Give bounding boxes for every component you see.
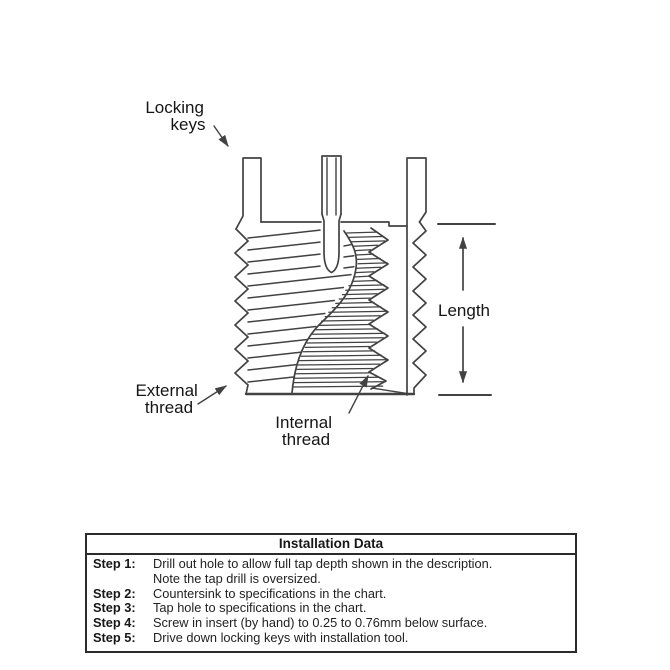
- table-title: Installation Data: [87, 535, 575, 555]
- step-label: Step 4:: [93, 615, 136, 631]
- locking-key-left: [236, 158, 261, 229]
- step-label: Step 5:: [93, 629, 136, 645]
- leader-locking-keys-arrow: [214, 126, 228, 146]
- step-label: Step 1:: [93, 556, 136, 571]
- locking-key-center: [322, 156, 341, 273]
- step-label: Step 2:: [93, 585, 136, 601]
- step-text: Drive down locking keys with installation tool.: [153, 629, 409, 645]
- step-text: Note the tap drill is oversized.: [153, 570, 321, 586]
- step-text: Countersink to specifications in the chart.: [153, 585, 387, 601]
- step-text: Screw in insert (by hand) to 0.25 to 0.76mm below surface.: [153, 615, 488, 631]
- internal-thread-profile: [369, 228, 388, 389]
- step-label-blank: [89, 572, 153, 587]
- table-body: [87, 555, 575, 651]
- label-internal-thread: Internal thread: [275, 413, 332, 449]
- step-text: Drill out hole to allow full tap depth shown in the description.: [153, 556, 493, 571]
- step-text: Tap hole to specifications in the chart.: [153, 600, 367, 616]
- insert-body-shoulder: [261, 222, 407, 226]
- installation-data-table: [85, 533, 577, 653]
- label-locking-keys: Locking keys: [145, 98, 206, 134]
- label-length: Length: [438, 301, 490, 320]
- external-thread-profile: [235, 229, 248, 394]
- right-wall-thread-profile: [413, 222, 426, 394]
- table-row: [89, 631, 573, 646]
- table-row: [89, 572, 573, 587]
- table-row: [89, 587, 573, 602]
- table-row: [89, 616, 573, 631]
- table-row: [89, 601, 573, 616]
- step-label: Step 3:: [93, 600, 136, 616]
- label-external-thread: External thread: [135, 381, 198, 417]
- table-row: [89, 557, 573, 572]
